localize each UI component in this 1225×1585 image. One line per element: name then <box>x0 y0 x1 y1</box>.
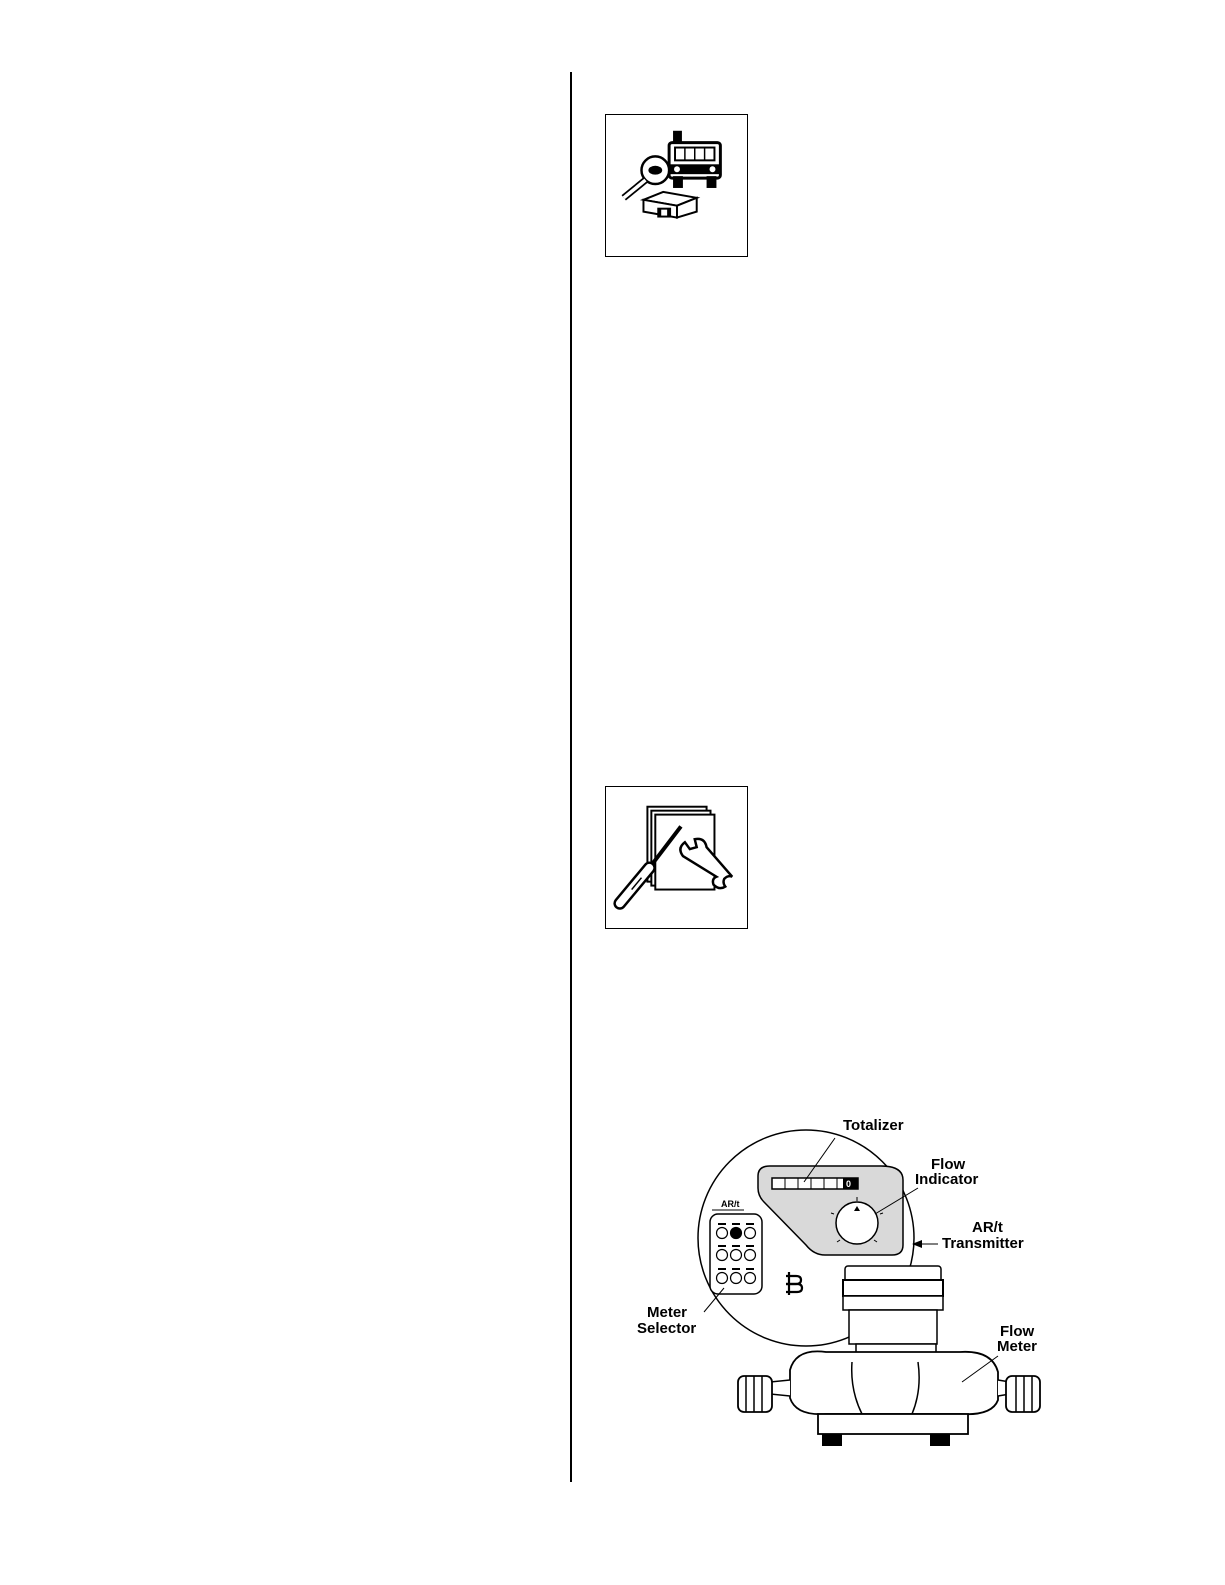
flow-meter-diagram <box>600 1100 1070 1470</box>
tools-manual-icon <box>605 786 748 929</box>
shipping-inspection-icon <box>605 114 748 257</box>
svg-text:Flow: Flow <box>931 1156 966 1173</box>
svg-text:Flow: Flow <box>1000 1323 1035 1340</box>
svg-text:Totalizer: Totalizer <box>843 1117 904 1134</box>
svg-text:Indicator: Indicator <box>915 1171 979 1188</box>
svg-text:AR/t: AR/t <box>721 1199 740 1209</box>
svg-text:AR/t: AR/t <box>972 1219 1003 1236</box>
column-divider <box>570 72 572 1482</box>
flow-meter-body <box>790 1351 998 1414</box>
svg-text:0: 0 <box>846 1179 852 1189</box>
svg-text:Transmitter: Transmitter <box>942 1235 1024 1252</box>
svg-text:Meter: Meter <box>647 1304 688 1321</box>
svg-text:Selector: Selector <box>637 1320 697 1337</box>
svg-text:Meter: Meter <box>997 1338 1038 1355</box>
